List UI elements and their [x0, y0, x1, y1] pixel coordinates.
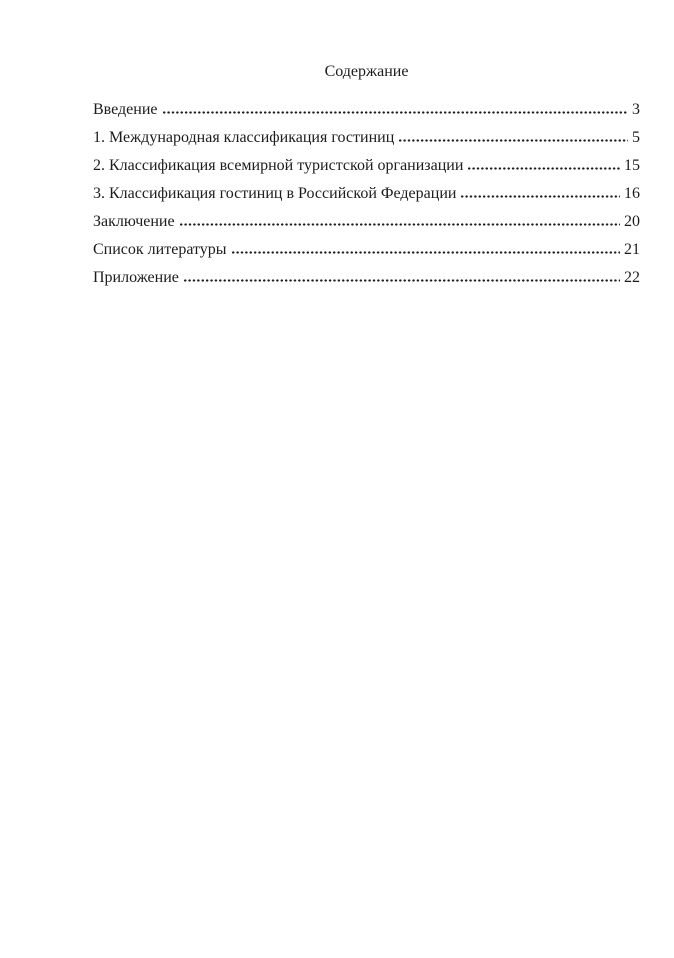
document-content: [0, 0, 674, 292]
toc-entry-label: Список литературы: [93, 241, 227, 258]
toc-entry-page-number: 15: [624, 157, 640, 174]
table-of-contents: [93, 96, 640, 292]
dot-leader: [231, 251, 620, 254]
toc-entry[interactable]: [93, 124, 640, 152]
toc-entry[interactable]: [93, 180, 640, 208]
toc-entry-label: Введение: [93, 101, 158, 118]
toc-entry-label: 3. Классификация гостиниц в Российской Федерации: [93, 185, 457, 202]
toc-entry-label: 1. Международная классификация гостиниц: [93, 129, 395, 146]
toc-entry-label: 2. Классификация всемирной туристской организации: [93, 157, 464, 174]
toc-entry-page-number: 3: [632, 101, 640, 118]
toc-entry-label: Приложение: [93, 269, 179, 286]
toc-entry-label: Заключение: [93, 213, 175, 230]
toc-entry[interactable]: [93, 96, 640, 124]
dot-leader: [460, 195, 620, 198]
toc-entry[interactable]: [93, 208, 640, 236]
toc-entry-page-number: 21: [624, 241, 640, 258]
dot-leader: [467, 167, 620, 170]
dot-leader: [183, 279, 620, 282]
toc-entry-page-number: 22: [624, 269, 640, 286]
toc-entry-page-number: 16: [624, 185, 640, 202]
dot-leader: [162, 111, 629, 114]
dot-leader: [179, 223, 620, 226]
toc-entry[interactable]: [93, 152, 640, 180]
toc-entry[interactable]: [93, 264, 640, 292]
toc-entry[interactable]: [93, 236, 640, 264]
toc-entry-page-number: 20: [624, 213, 640, 230]
page-title: Содержание: [324, 63, 409, 80]
dot-leader: [398, 139, 628, 142]
toc-entry-page-number: 5: [632, 129, 640, 146]
